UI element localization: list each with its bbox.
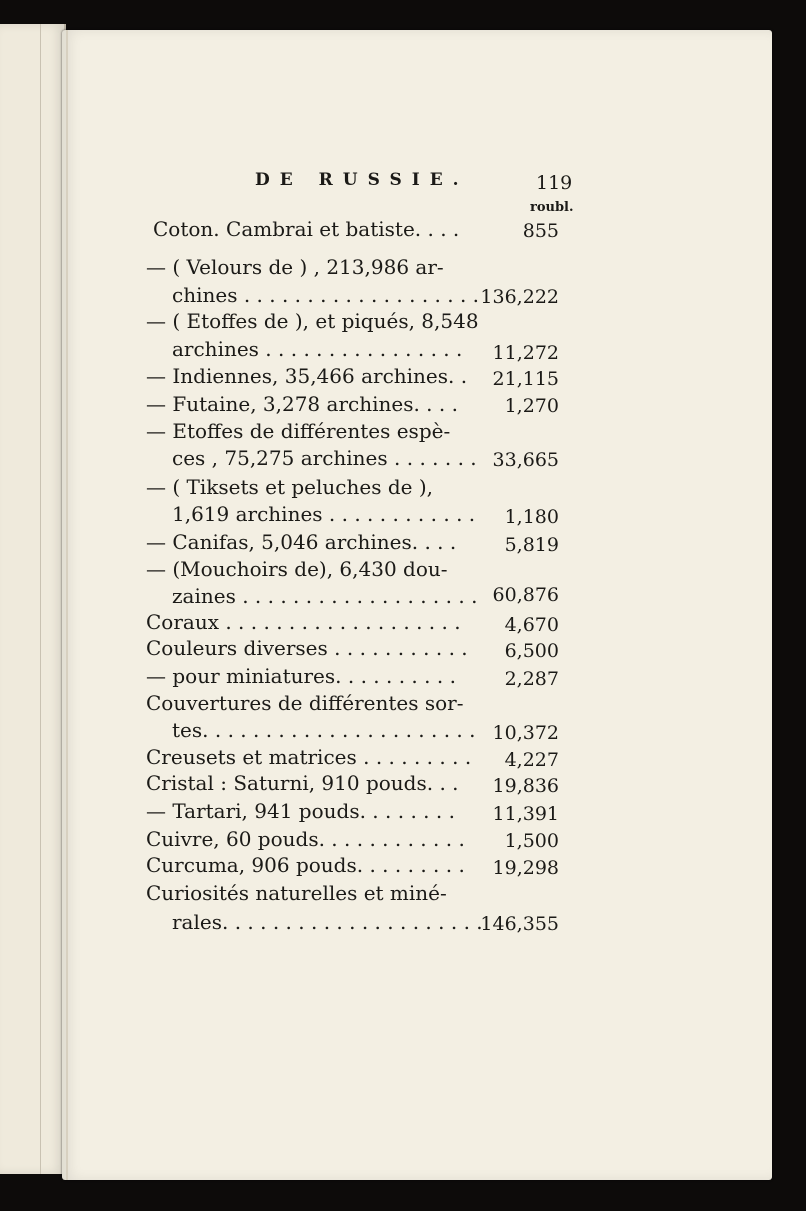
- entry-line: — Tartari, 941 pouds. . . . . . . .: [146, 799, 455, 823]
- page-number: 119: [536, 172, 573, 194]
- entry-amount: 1,500: [504, 830, 559, 852]
- entry-amount: 146,355: [480, 913, 559, 935]
- entry-line: — Canifas, 5,046 archines. . . .: [146, 530, 457, 554]
- entry-line: Curcuma, 906 pouds. . . . . . . . .: [146, 853, 465, 877]
- entry-amount: 4,670: [504, 614, 559, 636]
- entry-line: — ( Tiksets et peluches de ),: [146, 475, 433, 499]
- entry-line: — Etoffes de différentes espè-: [146, 419, 451, 443]
- entry-line: — (Mouchoirs de), 6,430 dou-: [146, 557, 448, 581]
- entry-line: — pour miniatures. . . . . . . . . .: [146, 664, 456, 688]
- entry-line: — Indiennes, 35,466 archines. .: [146, 364, 468, 388]
- entry-continuation-line: zaines . . . . . . . . . . . . . . . . . . .: [172, 584, 478, 608]
- entry-amount: 1,180: [504, 506, 559, 528]
- entry-continuation-line: rales. . . . . . . . . . . . . . . . . . . . .: [172, 910, 483, 934]
- entry-line: Cristal : Saturni, 910 pouds. . .: [146, 771, 459, 795]
- entry-amount: 6,500: [504, 640, 559, 662]
- entry-continuation-line: 1,619 archines . . . . . . . . . . . .: [172, 502, 476, 526]
- entry-line: Coton. Cambrai et batiste. . . .: [153, 217, 460, 241]
- entry-amount: 2,287: [504, 668, 559, 690]
- entry-line: — ( Velours de ) , 213,986 ar-: [146, 255, 444, 279]
- entry-continuation-line: tes. . . . . . . . . . . . . . . . . . . . . .: [172, 718, 476, 742]
- entry-amount: 5,819: [504, 534, 559, 556]
- entry-amount: 19,836: [492, 775, 559, 797]
- entry-amount: 19,298: [492, 857, 559, 879]
- entry-line: Creusets et matrices . . . . . . . . .: [146, 745, 472, 769]
- entry-amount: 21,115: [492, 368, 559, 390]
- entry-line: Couvertures de différentes sor-: [146, 691, 464, 715]
- entry-amount: 60,876: [492, 584, 559, 606]
- entry-amount: 136,222: [480, 286, 559, 308]
- entry-amount: 855: [522, 220, 559, 242]
- running-head: DE RUSSIE.: [255, 170, 469, 190]
- entry-line: — ( Etoffes de ), et piqués, 8,548: [146, 309, 479, 333]
- entry-amount: 1,270: [504, 395, 559, 417]
- entry-line: — Futaine, 3,278 archines. . . .: [146, 392, 458, 416]
- entry-amount: 11,272: [492, 342, 559, 364]
- entry-continuation-line: chines . . . . . . . . . . . . . . . . . . .: [172, 283, 480, 307]
- entry-amount: 11,391: [492, 803, 559, 825]
- unit-label: roubl.: [530, 200, 574, 215]
- entry-continuation-line: ces , 75,275 archines . . . . . . .: [172, 446, 477, 470]
- entry-line: Coraux . . . . . . . . . . . . . . . . . . .: [146, 610, 461, 634]
- entry-line: Curiosités naturelles et miné-: [146, 881, 447, 905]
- entry-line: Cuivre, 60 pouds. . . . . . . . . . . .: [146, 827, 465, 851]
- entry-amount: 33,665: [492, 449, 559, 471]
- entry-line: Couleurs diverses . . . . . . . . . . .: [146, 636, 468, 660]
- entry-continuation-line: archines . . . . . . . . . . . . . . . .: [172, 337, 463, 361]
- entry-amount: 10,372: [492, 722, 559, 744]
- entry-amount: 4,227: [504, 749, 559, 771]
